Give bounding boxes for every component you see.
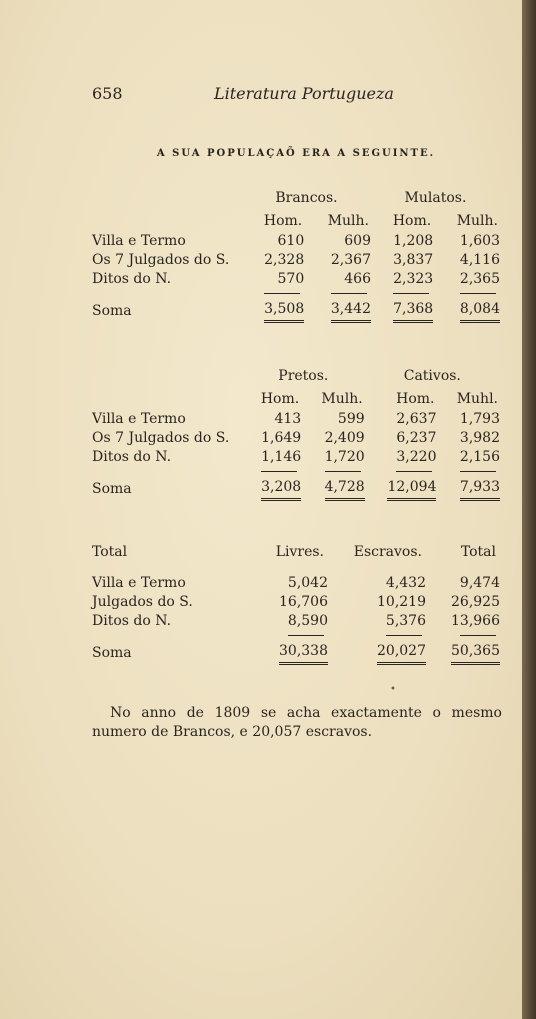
table-row <box>92 410 500 429</box>
row-label: Ditos do N. <box>92 613 172 629</box>
table-row <box>92 574 500 593</box>
group-header: Pretos. <box>278 367 329 384</box>
cell: 8,084 <box>460 301 500 323</box>
cell: 12,094 <box>387 479 436 501</box>
cell: 1,649 <box>261 430 302 446</box>
table-row <box>92 232 500 251</box>
cell: 1,603 <box>459 233 500 249</box>
cell: 6,237 <box>396 430 437 446</box>
cell: 5,376 <box>385 613 426 629</box>
cell: 2,637 <box>396 411 437 427</box>
cell: 5,042 <box>287 575 328 591</box>
cell: 9,474 <box>459 575 500 591</box>
cell: 413 <box>274 411 302 427</box>
rule-row <box>92 631 500 641</box>
cell: 2,323 <box>393 271 434 287</box>
total-header-label: Total <box>92 543 128 560</box>
cell: 7,368 <box>393 301 433 323</box>
section-title: A SUA POPULAÇAÕ ERA A SEGUINTE. <box>156 148 436 159</box>
cell: 1,720 <box>324 449 365 465</box>
note-paragraph: No anno de 1809 se acha exactamente o mesmo numero de Brancos, e 20,057 escravos. <box>92 705 502 740</box>
cell: 599 <box>337 411 365 427</box>
cell: 2,409 <box>324 430 365 446</box>
cell: 3,508 <box>264 301 304 323</box>
cell: 8,590 <box>287 613 328 629</box>
row-label: Julgados do S. <box>92 594 193 610</box>
cell: 3,982 <box>459 430 500 446</box>
row-label: Ditos do N. <box>92 449 172 465</box>
cell: 1,793 <box>459 411 500 427</box>
running-title: Literatura Portugueza <box>214 84 394 103</box>
row-label: Os 7 Julgados do S. <box>92 430 230 446</box>
cell: 2,328 <box>264 252 305 268</box>
cell: 2,156 <box>459 449 500 465</box>
cell: 16,706 <box>279 594 328 610</box>
cell: 609 <box>344 233 371 249</box>
cell: 3,837 <box>393 252 434 268</box>
page-header <box>92 84 492 108</box>
column-header: Hom. <box>396 390 435 407</box>
cell: 2,367 <box>330 252 371 268</box>
rule-row <box>92 467 500 477</box>
total-row <box>92 299 500 323</box>
row-label: Soma <box>92 302 132 319</box>
cell: 10,219 <box>377 594 426 610</box>
table-row <box>92 429 500 448</box>
table-row <box>92 251 500 270</box>
group-header: Brancos. <box>275 189 338 206</box>
column-header: Mulh. <box>321 390 363 407</box>
cell: 3,442 <box>331 301 371 323</box>
column-header: Escravos. <box>353 543 422 560</box>
cell: 4,432 <box>385 575 426 591</box>
cell: 466 <box>344 271 371 287</box>
group-header: Cativos. <box>403 367 461 384</box>
column-header: Muhl. <box>456 390 498 407</box>
column-header: Total <box>460 543 496 560</box>
cell: 2,365 <box>459 271 500 287</box>
total-row <box>92 477 500 501</box>
table-brancos-mulatos <box>92 186 500 323</box>
column-header: Mulh. <box>456 212 498 229</box>
cell: 7,933 <box>460 479 500 501</box>
rule-row <box>92 289 500 299</box>
ink-speck: • <box>390 684 396 695</box>
cell: 4,116 <box>459 252 500 268</box>
row-label: Ditos do N. <box>92 271 172 287</box>
cell: 4,728 <box>325 479 365 501</box>
book-spine <box>522 0 536 1019</box>
column-header: Hom. <box>392 212 432 229</box>
cell: 3,220 <box>396 449 437 465</box>
row-label: Os 7 Julgados do S. <box>92 252 230 268</box>
cell: 26,925 <box>451 594 500 610</box>
column-header: Hom. <box>263 212 303 229</box>
table-pretos-cativos <box>92 364 500 501</box>
row-label: Soma <box>92 480 132 497</box>
cell: 13,966 <box>451 613 500 629</box>
column-header: Hom. <box>260 390 300 407</box>
cell: 3,208 <box>261 479 301 501</box>
cell: 30,338 <box>279 643 328 665</box>
group-header: Mulatos. <box>404 189 467 206</box>
cell: 20,027 <box>377 643 426 665</box>
row-label: Villa e Termo <box>92 411 186 427</box>
row-label: Soma <box>92 644 132 661</box>
cell: 610 <box>277 233 305 249</box>
table-row <box>92 270 500 289</box>
cell: 50,365 <box>451 643 500 665</box>
column-header: Livres. <box>275 543 324 560</box>
table-row <box>92 448 500 467</box>
page-number: 658 <box>92 84 123 103</box>
row-label: Villa e Termo <box>92 575 186 591</box>
table-totals <box>92 540 500 665</box>
table-row <box>92 612 500 631</box>
table-row <box>92 593 500 612</box>
total-row <box>92 641 500 665</box>
column-header: Mulh. <box>327 212 369 229</box>
cell: 1,208 <box>393 233 434 249</box>
row-label: Villa e Termo <box>92 233 186 249</box>
cell: 570 <box>277 271 305 287</box>
cell: 1,146 <box>261 449 302 465</box>
